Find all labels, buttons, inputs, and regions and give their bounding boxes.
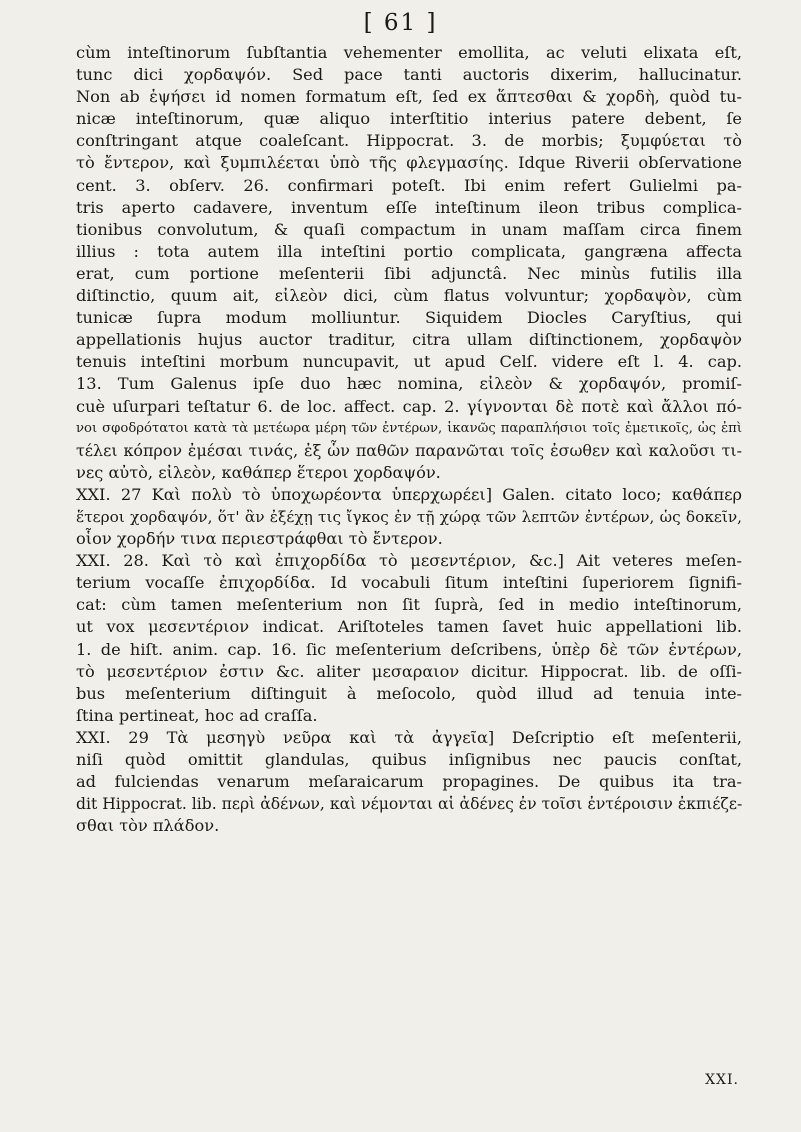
text-line: ſtina pertineat, hoc ad craſſa.: [76, 705, 318, 725]
text-line: conſtringant atque coaleſcant. Hippocrat. 3. de morbis; ξυμφύεται τὸ: [76, 131, 742, 151]
text-line: XXI. 27 Καὶ πολὺ τὸ ὑποχωρέοντα ὑπερχωρέει] Galen. citato loco; καθάπερ: [76, 484, 742, 504]
text-line: cat: cùm tamen meſenterium non ſit ſuprà, ſed in medio inteſtinorum,: [76, 595, 742, 615]
text-line: terium vocaſſe ἐπιχορδίδα. Id vocabuli ſitum inteſtini ſuperiorem ſignifi-: [76, 573, 742, 593]
text-line: bus meſenterium diſtinguit à meſocolo, quòd illud ad tenuia inte-: [76, 683, 742, 703]
text-line: οἷον χορδήν τινα περιεστράφθαι τὸ ἔντερον.: [76, 529, 443, 549]
text-line: appellationis hujus auctor traditur, citra ullam diſtinctionem, χορδαψὸν: [76, 330, 742, 350]
text-line: νες αὐτὸ, εἰλεὸν, καθάπερ ἕτεροι χορδαψόν.: [76, 462, 441, 482]
text-line: erat, cum portione meſenterii ſibi adjunctâ. Nec minùs futilis illa: [76, 263, 742, 283]
body-text: [76, 42, 742, 837]
text-line: cùm inteſtinorum ſubſtantia vehementer emollita, ac veluti elixata eſt,: [76, 43, 742, 62]
text-line: cent. 3. obſerv. 26. confirmari poteſt. Ibi enim refert Gulielmi pa-: [76, 175, 742, 195]
text-line: dit Hippocrat. lib. περὶ ἀδένων, καὶ νέμονται αἱ ἀδένες ἐν τοῖσι ἐντέροισιν ἐκπιέζε-: [76, 795, 742, 814]
text-line: Non ab ἑψήσει id nomen formatum eſt, ſed ex ἅπτεσθαι & χορδὴ, quòd tu-: [76, 87, 742, 107]
text-line: tionibus convolutum, & quaſi compactum in unam maſſam circa finem: [76, 219, 742, 239]
text-line: tunicæ ſupra modum molliuntur. Siquidem Diocles Caryſtius, qui: [76, 308, 742, 328]
text-line: 1. de hiſt. anim. cap. 16. ſic meſenterium deſcribens, ὑπὲρ δὲ τῶν ἐντέρων,: [76, 639, 742, 659]
text-line: tenuis inteſtini morbum nuncupavit, ut apud Celſ. videre eſt l. 4. cap.: [76, 352, 742, 372]
text-line: XXI. 29 Τὰ μεσηγὺ νεῦρα καὶ τὰ ἀγγεῖα] Deſcriptio eſt meſenterii,: [76, 727, 742, 747]
text-line: tunc dici χορδαψόν. Sed pace tanti auctoris dixerim, hallucinatur.: [76, 65, 742, 85]
text-line: ἕτεροι χορδαψόν, ὅτ' ἂν ἐξέχῃ τις ἴγκος ἐν τῇ χώρᾳ τῶν λεπτῶν ἐντέρων, ὡς δοκεῖν,: [76, 507, 742, 526]
text-line: ad fulciendas venarum meſaraicarum propagines. De quibus ita tra-: [76, 772, 742, 792]
text-line: tris aperto cadavere, inventum eſſe inteſtinum ileon tribus complica-: [76, 197, 742, 217]
text-line: νοι σφοδρότατοι κατὰ τὰ μετέωρα μέρη τῶν ἐντέρων, ἱκανῶς παραπλήσιοι τοῖς ἐμετικοῖς, ὡς ἐπὶ: [76, 420, 742, 436]
text-line: ut vox μεσεντέριον indicat. Ariſtoteles tamen ſavet huic appellationi lib.: [76, 617, 742, 637]
text-line: τὸ ἔντερον, καὶ ξυμπιλέεται ὑπὸ τῆς φλεγμασίης. Idque Riverii obſervatione: [76, 153, 742, 173]
text-line: τὸ μεσεντέριον ἐστιν &c. aliter μεσαραιον dicitur. Hippocrat. lib. de oſſi-: [76, 661, 742, 681]
text-line: σθαι τὸν πλάδον.: [76, 816, 220, 836]
text-line: cuè uſurpari teſtatur 6. de loc. affect. cap. 2. γίγνονται δὲ ποτὲ καὶ ἄλλοι πό-: [76, 396, 742, 416]
page-number: [ 61 ]: [363, 10, 438, 36]
catchword: XXI.: [705, 1072, 739, 1088]
text-line: illius : tota autem illa inteſtini portio complicata, gangræna affecta: [76, 241, 742, 261]
text-line: 13. Tum Galenus ipſe duo hæc nomina, εἰλεὸν & χορδαψόν, promiſ-: [76, 374, 742, 394]
text-line: τέλει κόπρον ἐμέσαι τινάς, ἐξ ὧν παθῶν παρανῶται τοῖς ἐσωθεν καὶ καλοῦσι τι-: [76, 440, 742, 460]
text-line: diſtinctio, quum ait, εἰλεὸν dici, cùm flatus volvuntur; χορδαψὸν, cùm: [76, 286, 742, 306]
text-line: nicæ inteſtinorum, quæ aliquo interſtitio interius patere debent, ſe: [76, 109, 742, 129]
text-line: XXI. 28. Καὶ τὸ καὶ ἐπιχορδίδα τὸ μεσεντέριον, &c.] Ait veteres meſen-: [76, 551, 742, 571]
text-line: niſi quòd omittit glandulas, quibus inſignibus nec paucis conſtat,: [76, 750, 742, 769]
